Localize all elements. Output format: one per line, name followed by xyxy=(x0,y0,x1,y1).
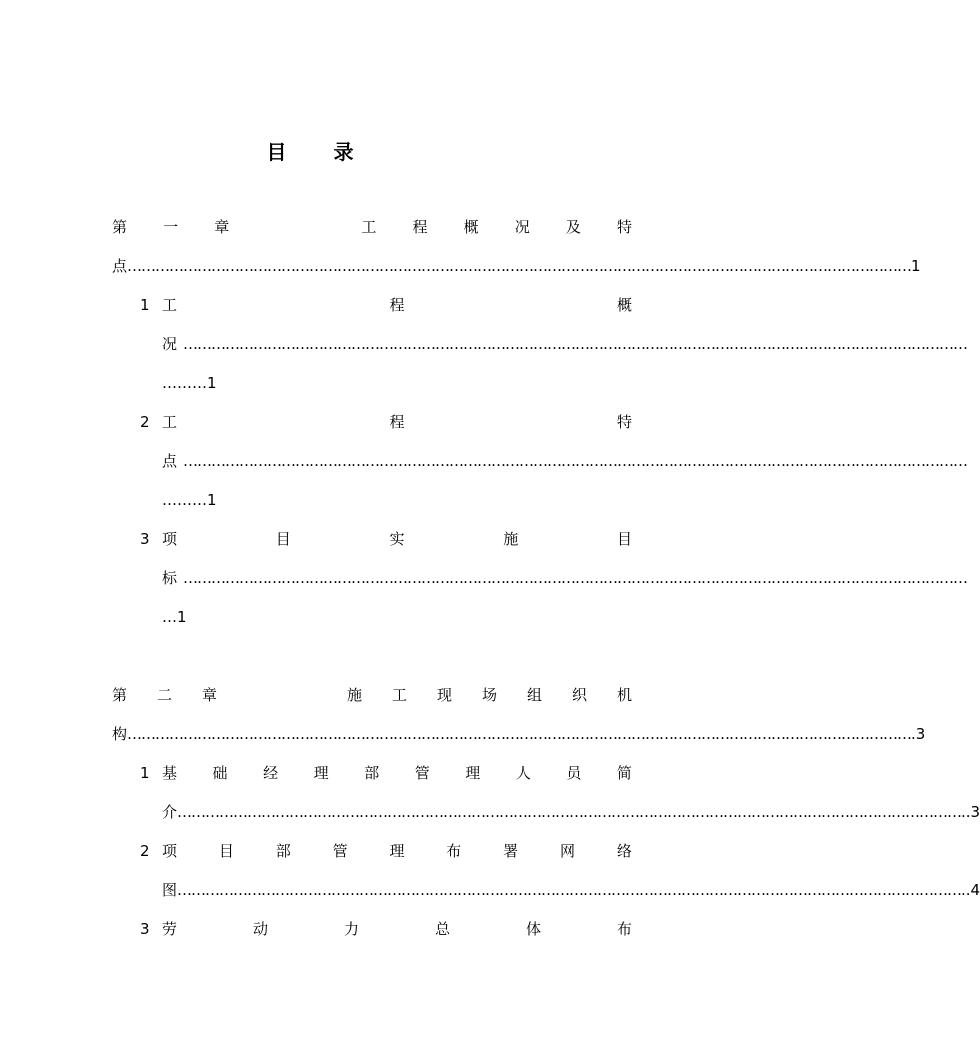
section-1-2-page: ………1 xyxy=(162,491,217,509)
section-2-2-leader: 图 …………………………………………………………………………………………………………………………………………………… ..4 xyxy=(162,881,980,899)
chapter-2-leader: 构 …………………………………………………………………………………………………………………………………………………… .3 xyxy=(112,725,926,743)
section-1-3-page: …1 xyxy=(162,608,187,626)
page-number: ..4 xyxy=(961,881,980,899)
section-1-2-leader: 点 …………………………………………………………………………………………………………………………………………………… xyxy=(162,452,968,470)
section-1-2-heading: 工 程 特 xyxy=(162,413,632,431)
section-number: 1 xyxy=(140,764,150,782)
section-2-2-heading: 项 目 部 管 理 布 署 网 络 xyxy=(162,842,632,860)
chapter-1-leader: 点 …………………………………………………………………………………………………………………………………………………… 1 xyxy=(112,257,921,275)
section-2-3-heading: 劳 动 力 总 体 布 xyxy=(162,920,632,938)
section-1-1-heading: 工 程 概 xyxy=(162,296,632,314)
page-number: .3 xyxy=(911,725,926,743)
section-1-1-leader: 况 …………………………………………………………………………………………………………………………………………………… xyxy=(162,335,968,353)
section-1-3-leader: 标 …………………………………………………………………………………………………………………………………………………… xyxy=(162,569,968,587)
section-number: 3 xyxy=(140,920,150,938)
section-2-1-heading: 基 础 经 理 部 管 理 人 员 简 xyxy=(162,764,632,782)
chapter-2-heading: 第 二 章 施 工 现 场 组 织 机 xyxy=(112,686,632,704)
page-number: ..3 xyxy=(961,803,980,821)
page-number: 1 xyxy=(911,257,921,275)
toc-title: 目 录 xyxy=(266,140,374,164)
section-number: 2 xyxy=(140,842,150,860)
section-number: 3 xyxy=(140,530,150,548)
chapter-1-heading: 第 一 章 工 程 概 况 及 特 xyxy=(112,218,632,236)
section-2-1-leader: 介 …………………………………………………………………………………………………………………………………………………… ..3 xyxy=(162,803,980,821)
section-number: 1 xyxy=(140,296,150,314)
section-1-3-heading: 项 目 实 施 目 xyxy=(162,530,632,548)
section-1-1-page: ………1 xyxy=(162,374,217,392)
section-number: 2 xyxy=(140,413,150,431)
